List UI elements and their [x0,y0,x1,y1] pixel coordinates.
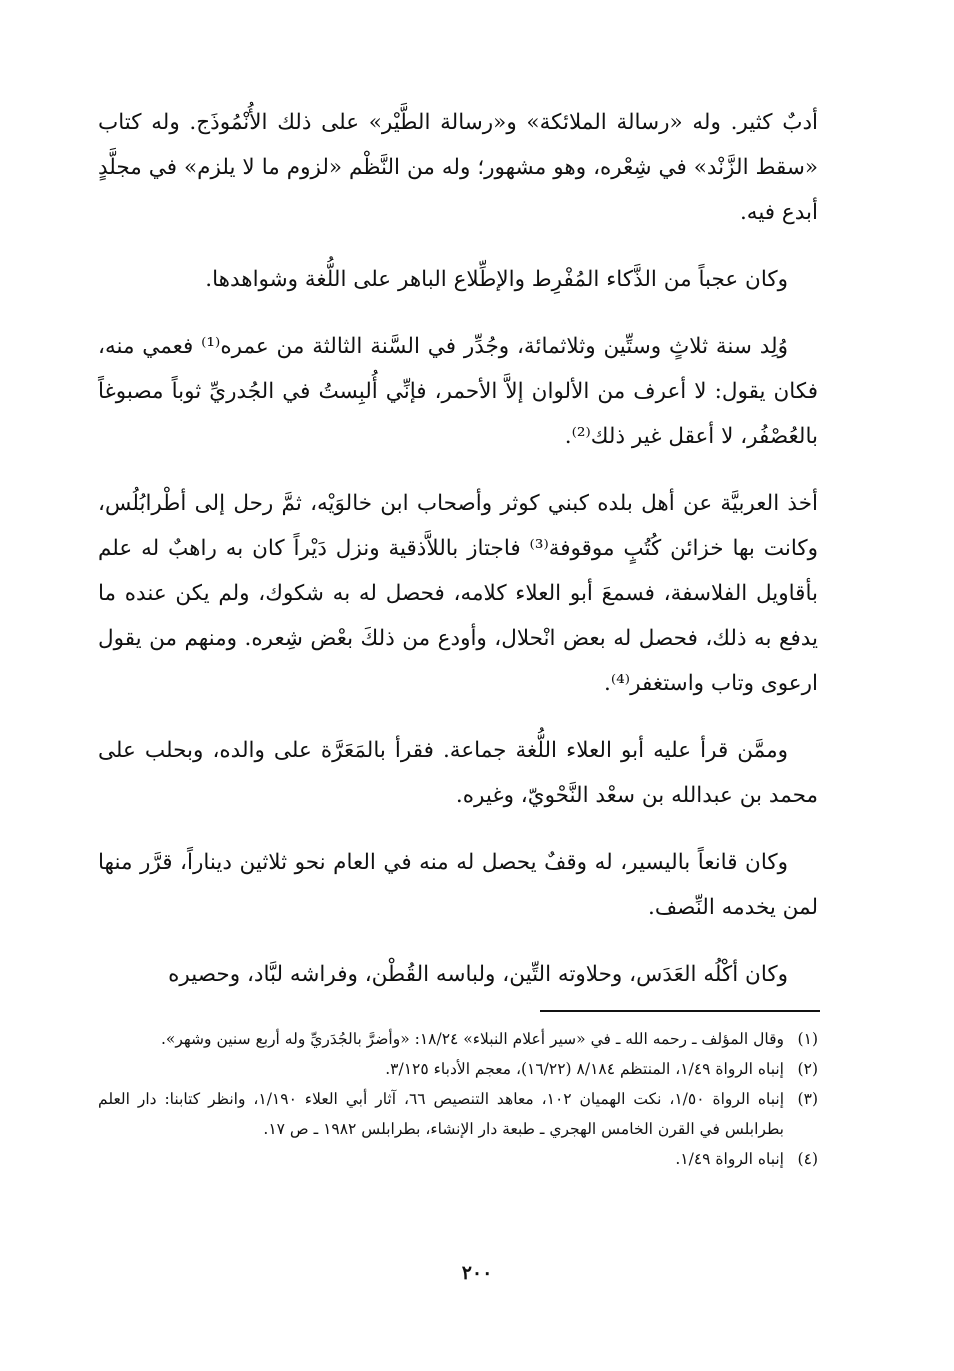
paragraph-1: أدبٌ كثير. وله «رسالة الملائكة» و«رسالة الطَّيْر» على ذلك الأُنْمُوذَج. وله كتاب «سقط الزَّنْد» في شِعْره، وهو مشهور؛ وله من النَّظْم «لزوم ما لا يلزم» في مجلَّدٍ أبدع فيه. [98,110,818,225]
footnote-1 [98,1024,818,1054]
paragraph-2: وكان عجباً من الذَّكاء المُفْرِط والإطِّلاع الباهر على اللُّغة وشواهدها. [205,267,788,292]
paragraph-4: أخذ العربيَّة عن أهل بلده كبني كوثر وأصحاب ابن خالوَيْه، ثمَّ رحل إلى أطْرابُلُس، وكانت بها خزائن كُتُبٍ موقوفة⁽³⁾ فاجتاز باللاَّذقية ونزل دَيْراً كان به راهبٌ له علم بأقاويل الفلاسفة، فسمعَ أبو العلاء كلامه، فحصل له به شكوك، ولم يكن عنده ما يدفع به ذلك، فحصل له بعض انْحلال، وأودع من ذلكَ بعْض شِعره. ومنهم من يقول ارعوى وتاب واستغفر⁽⁴⁾. [98,491,819,696]
paragraph-6: وكان قانعاً باليسير، له وقفٌ يحصل له منه في العام نحو ثلاثين ديناراً، قرَّر منها لمن يخدمه النِّصف. [98,850,818,920]
footnote-2 [98,1054,818,1084]
footnote-number: (٤) [797,1150,818,1168]
footnote-number: (١) [797,1030,818,1048]
footnote-4 [98,1144,818,1174]
paragraph-7: وكان أكْلُه العَدَس، وحلاوته التِّين، ولباسه القُطْن، وفراشه لبَّاد، وحصيره [168,962,788,987]
footnote-number: (٣) [797,1090,818,1108]
main-text [98,100,818,1011]
page-number: ٢٠٠ [461,1262,493,1284]
footnote-number: (٢) [797,1060,818,1078]
paragraph-5: وممَّن قرأ عليه أبو العلاء اللُّغة جماعة. فقرأ بالمَعَرَّة على والده، وبحلب على محمد بن عبدالله بن سعْد النَّحْويّ، وغيره. [98,738,818,808]
footnote-text: إنباه الرواة ١/٤٩. [675,1150,784,1168]
paragraph-3: وُلِد سنة ثلاثٍ وستِّين وثلاثمائة، وجُدِّر في السَّنة الثالثة من عمره⁽¹⁾ فعمي منه، فكان يقول: لا أعرف من الألوان إلاَّ الأحمر، فإنِّي أُلبِستُ في الجُدريِّ ثوباً مصبوغاً بالعُصْفُر، لا أعقل غير ذلك⁽²⁾. [98,334,818,449]
footnote-text: إنباه الرواة ١/٥٠، نكت الهميان ١٠٢، معاهد التنصيص ٦٦، آثار أبي العلاء ١/١٩٠، وانظر كتابنا: دار العلم بطرابلس في القرن الخامس الهجري ـ طبعة دار الإنشاء، بطرابلس ١٩٨٢ ـ ص ١٧. [98,1090,785,1138]
footnote-text: إنباه الرواة ١/٤٩، المنتظم ٨/١٨٤ (١٦/٢٢)، معجم الأدباء ٣/١٢٥. [385,1060,784,1078]
footnote-text: وقال المؤلف ـ رحمه الله ـ في «سير أعلام النبلاء» ١٨/٢٤: «وأضرَّ بالجُدَريِّ وله أربع سنين وشهر». [160,1030,784,1048]
footnotes [98,1024,818,1174]
footnote-3 [98,1084,818,1144]
footnote-separator [540,1010,820,1012]
